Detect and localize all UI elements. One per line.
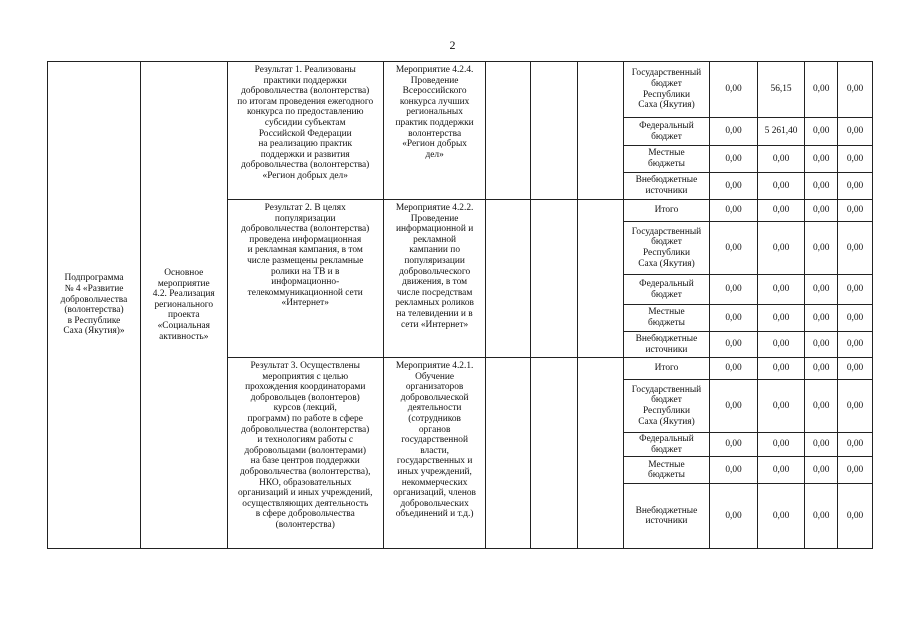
amount-cell: 0,00 <box>710 358 758 380</box>
funding-source-cell: Внебюджетные источники <box>623 484 710 549</box>
funding-source-cell: Итого <box>623 200 710 222</box>
amount-cell: 0,00 <box>838 173 873 200</box>
main-activity-cell: Основное мероприятие 4.2. Реализация регионального проекта «Социальная активность» <box>140 62 227 549</box>
amount-cell: 0,00 <box>838 380 873 433</box>
amount-cell: 0,00 <box>838 222 873 275</box>
amount-cell: 0,00 <box>838 457 873 484</box>
amount-cell: 0,00 <box>757 200 805 222</box>
event-cell: Мероприятие 4.2.1. Обучение организаторов добровольческой деятельности (сотрудников органов государственной власти, государственных и иных учреждений, некоммерческих организаций, членов добровольческих объединений и т.д.) <box>383 358 485 549</box>
empty-cell <box>530 62 578 200</box>
amount-cell: 0,00 <box>838 484 873 549</box>
amount-cell: 0,00 <box>757 332 805 358</box>
amount-cell: 0,00 <box>710 457 758 484</box>
event-cell: Мероприятие 4.2.2. Проведение информационной и рекламной кампании по популяризации добровольческого движения, в том числе посредствам рекламных роликов на телевидении и в сети «Интернет» <box>383 200 485 358</box>
empty-cell <box>530 358 578 549</box>
amount-cell: 0,00 <box>710 118 758 146</box>
amount-cell: 0,00 <box>710 275 758 305</box>
empty-cell <box>578 358 623 549</box>
amount-cell: 0,00 <box>710 62 758 118</box>
amount-cell: 0,00 <box>805 457 838 484</box>
amount-cell: 0,00 <box>710 200 758 222</box>
budget-table <box>47 61 873 549</box>
result-cell: Результат 3. Осуществлены мероприятия с целью прохождения координаторами добровольцев (волонтеров) курсов (лекций, программ) по работе в сфере добровольчества (волонтерства) и технологиям работы с добровольцами (волонтерами) на базе центров поддержки добровольчества (волонтерства), НКО, образовательных организаций и иных учреждений, осуществляющих деятельность в сфере добровольчества (волонтерства) <box>227 358 383 549</box>
amount-cell: 0,00 <box>805 305 838 332</box>
funding-source-cell: Местные бюджеты <box>623 305 710 332</box>
amount-cell: 0,00 <box>710 173 758 200</box>
amount-cell: 5 261,40 <box>757 118 805 146</box>
amount-cell: 0,00 <box>838 305 873 332</box>
amount-cell: 0,00 <box>757 275 805 305</box>
amount-cell: 0,00 <box>805 200 838 222</box>
funding-source-cell: Местные бюджеты <box>623 146 710 173</box>
amount-cell: 0,00 <box>710 146 758 173</box>
table-row <box>48 62 873 118</box>
amount-cell: 0,00 <box>805 332 838 358</box>
amount-cell: 0,00 <box>838 118 873 146</box>
amount-cell: 0,00 <box>757 358 805 380</box>
amount-cell: 0,00 <box>805 173 838 200</box>
funding-source-cell: Итого <box>623 358 710 380</box>
amount-cell: 0,00 <box>805 484 838 549</box>
amount-cell: 0,00 <box>757 146 805 173</box>
amount-cell: 0,00 <box>757 380 805 433</box>
amount-cell: 0,00 <box>805 222 838 275</box>
amount-cell: 0,00 <box>838 62 873 118</box>
empty-cell <box>486 200 530 358</box>
empty-cell <box>486 62 530 200</box>
amount-cell: 0,00 <box>838 358 873 380</box>
amount-cell: 0,00 <box>838 146 873 173</box>
amount-cell: 0,00 <box>710 222 758 275</box>
amount-cell: 0,00 <box>838 200 873 222</box>
amount-cell: 0,00 <box>838 275 873 305</box>
funding-source-cell: Внебюджетные источники <box>623 173 710 200</box>
amount-cell: 0,00 <box>757 222 805 275</box>
amount-cell: 0,00 <box>710 433 758 457</box>
amount-cell: 0,00 <box>757 433 805 457</box>
funding-source-cell: Федеральный бюджет <box>623 118 710 146</box>
amount-cell: 0,00 <box>757 484 805 549</box>
amount-cell: 0,00 <box>838 332 873 358</box>
funding-source-cell: Федеральный бюджет <box>623 433 710 457</box>
empty-cell <box>486 358 530 549</box>
result-cell: Результат 2. В целях популяризации добровольчества (волонтерства) проведена информационная и рекламная кампания, в том числе размещены рекламные ролики на ТВ и в информационно- телекоммуникационной сети «Интернет» <box>227 200 383 358</box>
funding-source-cell: Государственный бюджет Республики Саха (Якутия) <box>623 222 710 275</box>
funding-source-cell: Государственный бюджет Республики Саха (Якутия) <box>623 380 710 433</box>
amount-cell: 0,00 <box>757 305 805 332</box>
empty-cell <box>578 200 623 358</box>
amount-cell: 0,00 <box>710 332 758 358</box>
subprogram-cell: Подпрограмма № 4 «Развитие добровольчества (волонтерства) в Республике Саха (Якутия)» <box>48 62 141 549</box>
amount-cell: 0,00 <box>805 275 838 305</box>
amount-cell: 0,00 <box>805 118 838 146</box>
amount-cell: 0,00 <box>805 358 838 380</box>
result-cell: Результат 1. Реализованы практики поддержки добровольчества (волонтерства) по итогам проведения ежегодного конкурса по предоставлению субсидии субъектам Российской Федерации на реализацию практик поддержки и развития добровольчества (волонтерства) «Регион добрых дел» <box>227 62 383 200</box>
funding-source-cell: Государственный бюджет Республики Саха (Якутия) <box>623 62 710 118</box>
funding-source-cell: Внебюджетные источники <box>623 332 710 358</box>
amount-cell: 0,00 <box>805 380 838 433</box>
funding-source-cell: Федеральный бюджет <box>623 275 710 305</box>
amount-cell: 0,00 <box>838 433 873 457</box>
amount-cell: 56,15 <box>757 62 805 118</box>
empty-cell <box>578 62 623 200</box>
amount-cell: 0,00 <box>805 433 838 457</box>
amount-cell: 0,00 <box>710 380 758 433</box>
amount-cell: 0,00 <box>710 305 758 332</box>
amount-cell: 0,00 <box>805 146 838 173</box>
amount-cell: 0,00 <box>710 484 758 549</box>
empty-cell <box>530 200 578 358</box>
page-number: 2 <box>449 38 456 52</box>
event-cell: Мероприятие 4.2.4. Проведение Всероссийского конкурса лучших региональных практик поддержки волонтерства «Регион добрых дел» <box>383 62 485 200</box>
amount-cell: 0,00 <box>805 62 838 118</box>
funding-source-cell: Местные бюджеты <box>623 457 710 484</box>
amount-cell: 0,00 <box>757 457 805 484</box>
amount-cell: 0,00 <box>757 173 805 200</box>
